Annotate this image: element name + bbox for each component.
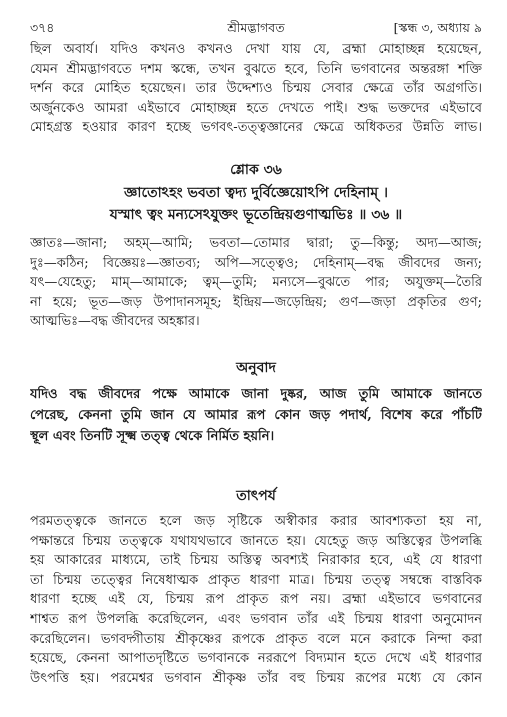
purport-line: করেছিলেন। ভগবদ্গীতায় শ্রীকৃষ্ণের রূপকে প্রাকৃত বলে মনে করাকে নিন্দা করা: [30, 631, 482, 647]
translation-paragraph: [30, 384, 482, 447]
purport-line: হয়েছে, কেননা আপাতদৃষ্টিতে ভগবানকে নররূপে বিদ্যমান হতে দেখে এই ধারণার: [30, 651, 482, 667]
intro-paragraph: [30, 40, 482, 138]
translation-line: যদিও বদ্ধ জীবদের পক্ষে আমাকে জানা দুষ্কর, আজ তুমি আমাকে জানতে: [30, 387, 482, 402]
synonym-line: দুঃ—কঠিন; বিজ্ঞেয়ঃ—জ্ঞাতব্য; অপি—সত্ত্বেও; দেহিনাম্—বদ্ধ জীবদের জন্য;: [30, 255, 482, 271]
synonym-line: জ্ঞাতঃ—জানা; অহম্—আমি; ভবতা—তোমার দ্বারা; তু—কিন্তু; অদ্য—আজ;: [30, 236, 482, 251]
synonym-line: আত্মভিঃ—বদ্ধ জীবদের অহঙ্কার।: [30, 314, 200, 330]
purport-paragraph: [30, 512, 482, 688]
synonym-line: না হয়ে; ভূত—জড় উপাদানসমূহ; ইন্দ্রিয়—জড়েন্দ্রিয়; গুণ—জড়া প্রকৃতির গুণ;: [30, 294, 482, 310]
verse-line: যস্মাৎ ত্বং মন্যসেঽযুক্তং ভূতেন্দ্রিয়গুণাত্মভিঃ ॥ ৩৬ ॥: [109, 207, 403, 223]
synonyms-paragraph: [30, 234, 482, 332]
translation-line: পেরেছ, কেননা তুমি জান যে আমার রূপ কোন জড় পদার্থ, বিশেষ করে পাঁচটি: [30, 408, 482, 423]
sloka-heading: শ্লোক ৩৬: [230, 162, 282, 178]
page-header: [30, 18, 482, 38]
synonym-line: যৎ—যেহেতু; মাম্—আমাকে; ত্বম্—তুমি; মন্যসে—বুঝতে পার; অযুক্তম্—তৈরি: [30, 275, 482, 291]
purport-line: পরমতত্ত্বকে জানতে হলে জড় সৃষ্টিকে অস্বীকার করার আবশ্যকতা হয় না,: [30, 514, 482, 529]
verse-line: জ্ঞাতোঽহং ভবতা ত্বদ্য দুর্বিজ্ঞেয়োঽপি দেহিনাম্ ।: [124, 185, 388, 201]
intro-line: অর্জুনকেও আমরা এইভাবে মোহাচ্ছন্ন হতে দেখতে পাই। শুদ্ধ ভক্তদের এইভাবে: [30, 100, 482, 116]
book-title: শ্রীমদ্ভাগবত: [227, 20, 285, 35]
sanskrit-verse: [30, 182, 482, 226]
intro-line: যেমন শ্রীমদ্ভাগবতে দশম স্কন্ধে, তখন বুঝতে হবে, তিনি ভগবানের অন্তরঙ্গা শক্তি: [30, 61, 482, 77]
translation-line: স্থূল এবং তিনটি সূক্ষ্ম তত্ত্ব থেকে নির্মিত হয়নি।: [30, 429, 275, 444]
intro-line: মোহগ্রস্ত হওয়ার কারণ হচ্ছে ভগবৎ-তত্ত্বজ্ঞানের ক্ষেত্রে অধিকতর উন্নতি লাভ।: [30, 120, 482, 136]
chapter-reference: [স্কন্ধ ৩, অধ্যায় ৯: [393, 20, 482, 35]
intro-line: দর্শন করে মোহিত হয়েছেন। তার উদ্দেশ্যও চিন্ময় সেবার ক্ষেত্রে তাঁর অগ্রগতি।: [30, 81, 482, 97]
translation-heading: অনুবাদ: [236, 360, 276, 376]
book-page: [30, 18, 482, 708]
page-number: ৩৭৪: [30, 20, 55, 35]
purport-line: তা চিন্ময় তত্ত্বের নিষেধাত্মক প্রাকৃত ধারণা মাত্র। চিন্ময় তত্ত্ব সম্বন্ধে বাস্তবিক: [30, 572, 482, 588]
intro-line: ছিল অবার্য। যদিও কখনও কখনও দেখা যায় যে, ব্রহ্মা মোহাচ্ছন্ন হয়েছেন,: [30, 42, 482, 57]
purport-line: হয় আকারের মাধ্যমে, তাই চিন্ময় অস্তিত্ব অবশ্যই নিরাকার হবে, এই যে ধারণা: [30, 553, 482, 569]
purport-line: উৎপত্তি হয়। পরমেশ্বর ভগবান শ্রীকৃষ্ণ তাঁর বহু চিন্ময় রূপের মধ্যে যে কোন: [30, 670, 482, 686]
purport-heading: তাৎপর্য: [236, 488, 276, 504]
purport-line: পক্ষান্তরে চিন্ময় তত্ত্বকে যথাযথভাবে জানতে হয়। যেহেতু জড় অস্তিত্বের উপলব্ধি: [30, 533, 482, 549]
purport-line: শাশ্বত রূপ উপলব্ধি করেছিলেন, এবং ভগবান তাঁর এই চিন্ময় ধারণা অনুমোদন: [30, 611, 482, 627]
purport-line: ধারণা হচ্ছে এই যে, চিন্ময় রূপ প্রাকৃত রূপ নয়। ব্রহ্মা এইভাবে ভগবানের: [30, 592, 482, 608]
